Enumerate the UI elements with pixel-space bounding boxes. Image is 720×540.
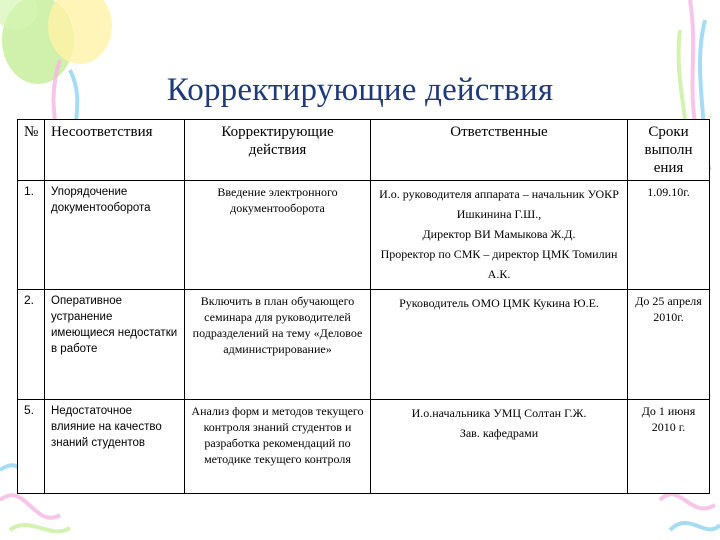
deadline-cell: До 25 апреля 2010г. [628, 290, 710, 400]
col-header-deadline: Сроки выполн ения [628, 120, 710, 181]
responsible-cell [371, 400, 628, 494]
responsible-line: Директор ВИ Мамыкова Ж.Д. [422, 227, 576, 241]
col-header-action: Корректирующие действия [185, 120, 371, 181]
nonconformity-cell: Оперативное устранение имеющиеся недостатки в работе [45, 290, 185, 400]
row-number: 1. [18, 181, 45, 290]
deadline-cell: 1.09.10г. [628, 181, 710, 290]
responsible-cell [371, 181, 628, 290]
nonconformity-cell: Упорядочение документооборота [45, 181, 185, 290]
responsible-line: Проректор по СМК – директор ЦМК Томилин А.К. [380, 247, 618, 281]
responsible-line: Зав. кафедрами [459, 426, 539, 440]
responsible-line: И.о. руководителя аппарата – начальник УОКР Ишкинина Г.Ш., [379, 187, 619, 221]
responsible-line: Руководитель ОМО ЦМК Кукина Ю.Е. [399, 296, 599, 310]
col-header-num: № [18, 120, 45, 181]
row-number: 5. [18, 400, 45, 494]
col-header-problem: Несоответствия [45, 120, 185, 181]
page-title: Корректирующие действия [166, 72, 554, 108]
table-row [18, 290, 710, 400]
action-cell: Введение электронного документооборота [185, 181, 371, 290]
table-row [18, 400, 710, 494]
nonconformity-cell: Недостаточное влияние на качество знаний студентов [45, 400, 185, 494]
action-cell: Анализ форм и методов текущего контроля знаний студентов и разработка рекомендаций по методике текущего контроля [185, 400, 371, 494]
row-number: 2. [18, 290, 45, 400]
deadline-cell: До 1 июня 2010 г. [628, 400, 710, 494]
table-row [18, 181, 710, 290]
table-header-row [18, 120, 710, 181]
responsible-cell [371, 290, 628, 400]
col-header-responsible: Ответственные [371, 120, 628, 181]
responsible-line: И.о.начальника УМЦ Солтан Г.Ж. [411, 406, 587, 420]
corrective-actions-table [17, 119, 710, 494]
action-cell: Включить в план обучающего семинара для руководителей подразделений на тему «Деловое администрирование» [185, 290, 371, 400]
